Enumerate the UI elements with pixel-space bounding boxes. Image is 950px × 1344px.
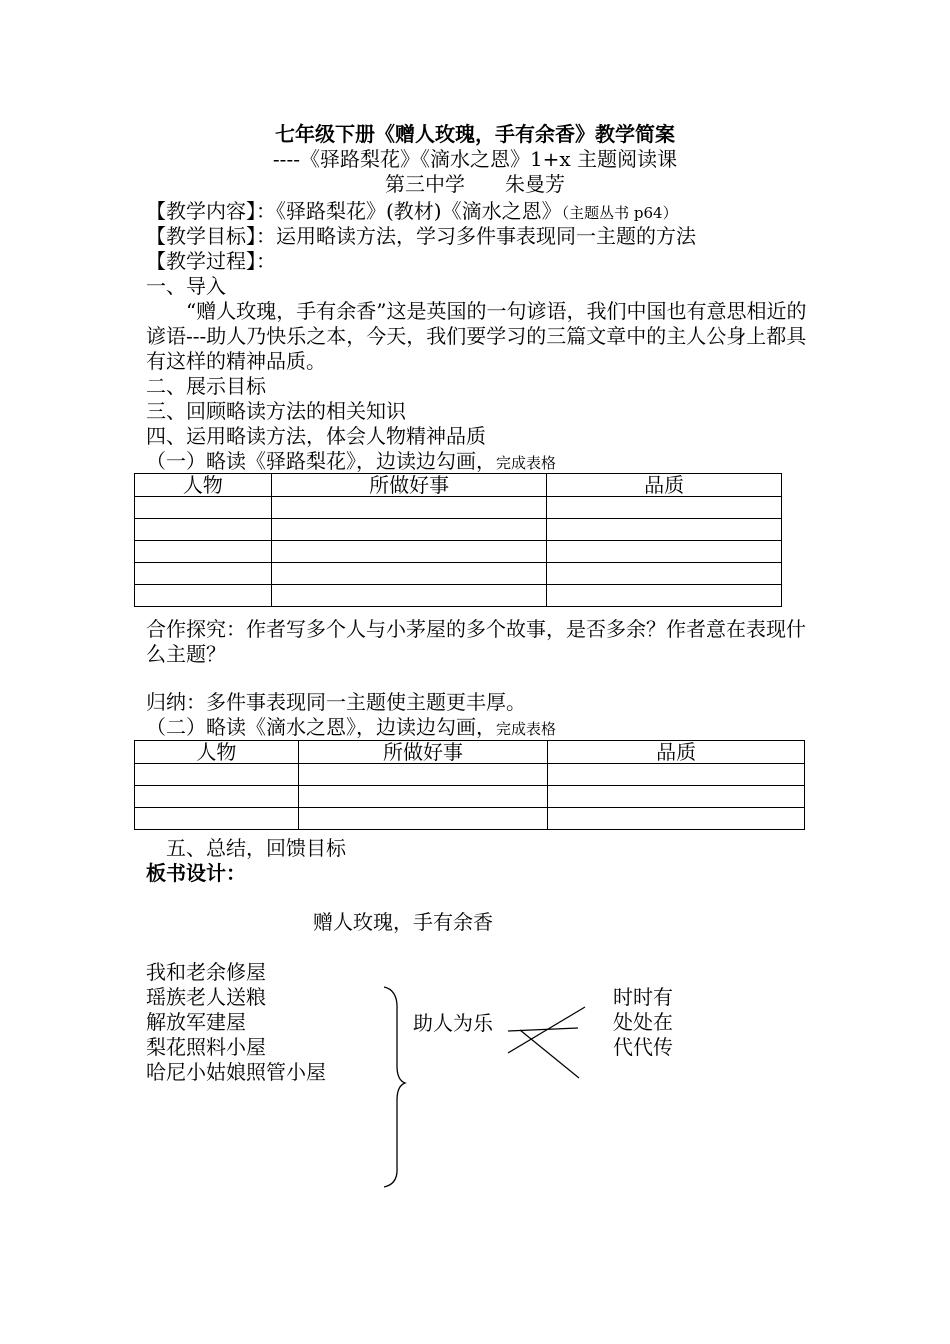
- page-subtitle: ----《驿路梨花》《滴水之恩》1+x 主题阅读课: [272, 147, 678, 171]
- goal-text: 运用略读方法，学习多件事表现同一主题的方法: [276, 224, 696, 248]
- summary-line: 归纳：多件事表现同一主题使主题更丰厚。: [146, 690, 526, 714]
- board-story-item: 我和老余修屋: [146, 960, 266, 984]
- connector-line-down: [520, 1030, 579, 1078]
- part1-tail: 完成表格: [496, 454, 557, 472]
- theme-underline: [508, 1028, 578, 1031]
- column-header-deed: 所做好事: [271, 474, 547, 497]
- curly-brace: [384, 987, 405, 1187]
- part1-lead: （一）略读《驿路梨花》，边读边勾画，: [146, 449, 496, 473]
- discussion-question: 合作探究：作者写多个人与小茅屋的多个故事，是否多余？作者意在表现什么主题？: [146, 617, 806, 666]
- goal-label: 【教学目标】：: [146, 224, 276, 248]
- board-story-item: 解放军建屋: [146, 1010, 246, 1034]
- content-text: 《驿路梨花》(教材)《滴水之恩》: [276, 199, 562, 223]
- content-note: （主题丛书 p64）: [561, 204, 678, 222]
- column-header-quality: 品质: [548, 741, 805, 764]
- board-heading: 赠人玫瑰，手有余香: [313, 910, 493, 934]
- part2-lead: （二）略读《滴水之恩》，边读边勾画，: [146, 715, 496, 739]
- page-title: 七年级下册《赠人玫瑰，手有余香》教学简案: [275, 122, 675, 146]
- board-center-theme: 助人为乐: [413, 1011, 493, 1035]
- section-apply: 四、运用略读方法，体会人物精神品质: [146, 424, 486, 448]
- column-header-person: 人物: [135, 741, 299, 764]
- section-conclusion: 五、总结，回馈目标: [146, 836, 346, 860]
- section-goals: 二、展示目标: [146, 374, 266, 398]
- board-story-item: 哈尼小姑娘照管小屋: [146, 1060, 326, 1084]
- author-line: 第三中学 朱曼芳: [385, 172, 565, 196]
- column-header-deed: 所做好事: [298, 741, 548, 764]
- board-right-item: 处处在: [613, 1010, 673, 1034]
- content-label: 【教学内容】：: [146, 199, 276, 223]
- board-right-item: 代代传: [613, 1035, 673, 1059]
- board-right-item: 时时有: [613, 985, 673, 1009]
- board-story-item: 梨花照料小屋: [146, 1035, 266, 1059]
- part2-tail: 完成表格: [496, 720, 557, 738]
- board-story-item: 瑶族老人送粮: [146, 985, 266, 1009]
- process-label: 【教学过程】：: [146, 249, 276, 273]
- board-design-label: 板书设计：: [146, 861, 246, 885]
- column-header-person: 人物: [135, 474, 272, 497]
- column-header-quality: 品质: [547, 474, 782, 497]
- section-review: 三、回顾略读方法的相关知识: [146, 399, 406, 423]
- intro-paragraph: “赠人玫瑰，手有余香”这是英国的一句谚语，我们中国也有意思相近的谚语---助人乃快乐之本，今天，我们要学习的三篇文章中的主人公身上都具有这样的精神品质。: [146, 299, 807, 373]
- section-intro: 一、导入: [146, 274, 226, 298]
